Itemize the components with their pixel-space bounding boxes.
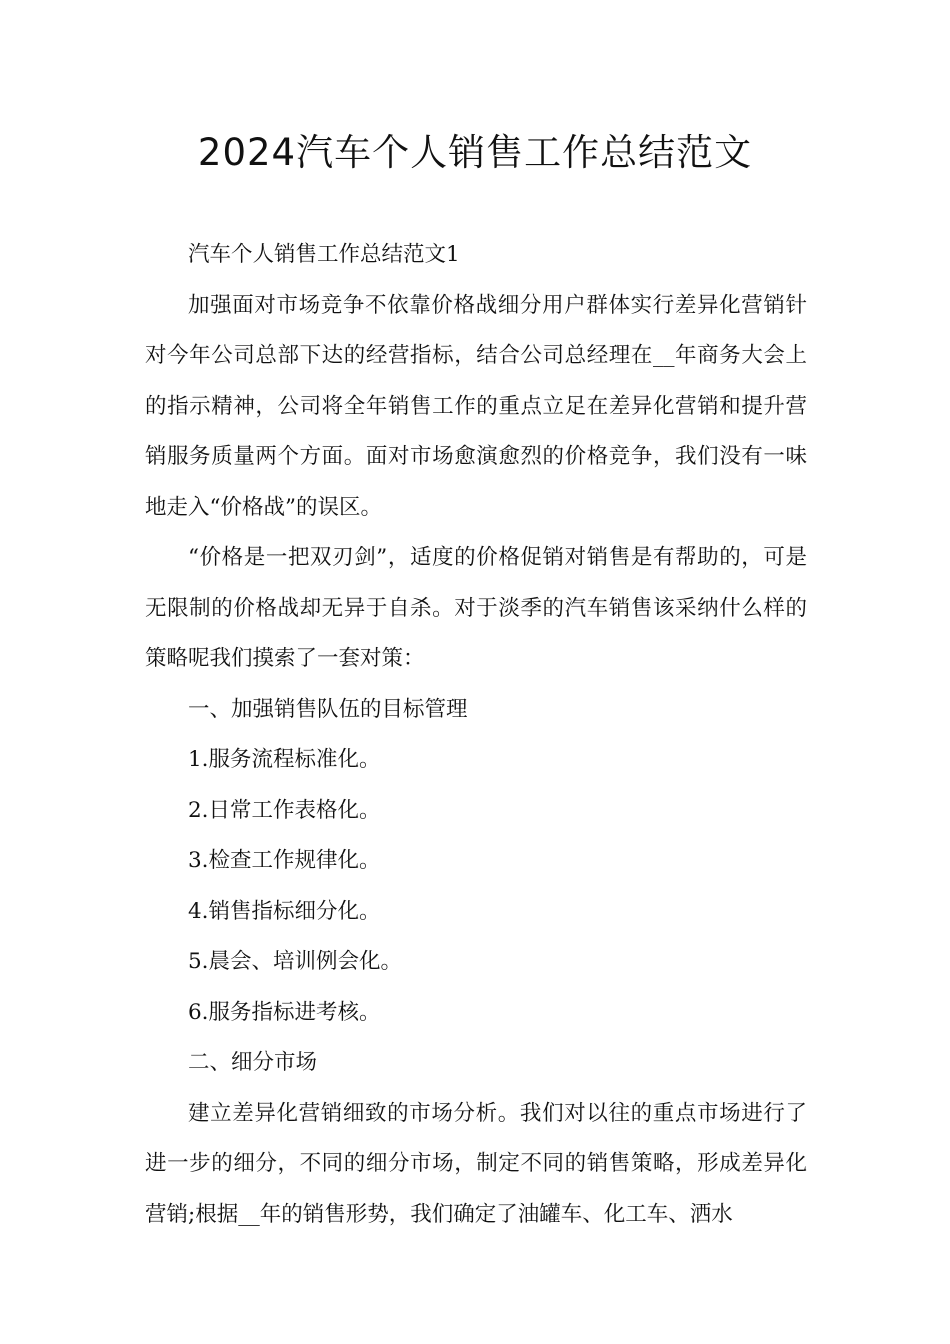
section-heading-1: 汽车个人销售工作总结范文1 xyxy=(188,242,460,267)
list-item-4: 4.销售指标细分化。 xyxy=(188,898,381,924)
list-item-2: 2.日常工作表格化。 xyxy=(188,797,381,823)
paragraph-intro: 加强面对市场竞争不依靠价格战细分用户群体实行差异化营销针对今年公司总部下达的经营指标，结合公司总经理在__年商务大会上的指示精神，公司将全年销售工作的重点立足在差异化营销和提升营销服务质量两个方面。面对市场愈演愈烈的价格竞争，我们没有一味地走入“价格战”的误区。 xyxy=(145,292,807,520)
heading-market-segmentation: 二、细分市场 xyxy=(188,1050,318,1075)
list-item-1: 1.服务流程标准化。 xyxy=(188,747,381,772)
document-title: 2024汽车个人销售工作总结范文 xyxy=(197,131,753,174)
list-item-5: 5.晨会、培训例会化。 xyxy=(188,949,403,974)
paragraph-market-analysis: 建立差异化营销细致的市场分析。我们对以往的重点市场进行了进一步的细分，不同的细分市场，制定不同的销售策略，形成差异化营销;根据__年的销售形势，我们确定了油罐车、化工车、洒水 xyxy=(145,1100,807,1227)
heading-team-management: 一、加强销售队伍的目标管理 xyxy=(188,696,468,722)
list-item-3: 3.检查工作规律化。 xyxy=(188,848,381,873)
paragraph-price-strategy: “价格是一把双刃剑”，适度的价格促销对销售是有帮助的，可是无限制的价格战却无异于自杀。对于淡季的汽车销售该采纳什么样的策略呢我们摸索了一套对策： xyxy=(145,545,807,671)
list-item-6: 6.服务指标进考核。 xyxy=(188,999,381,1025)
document-body xyxy=(145,230,807,1240)
